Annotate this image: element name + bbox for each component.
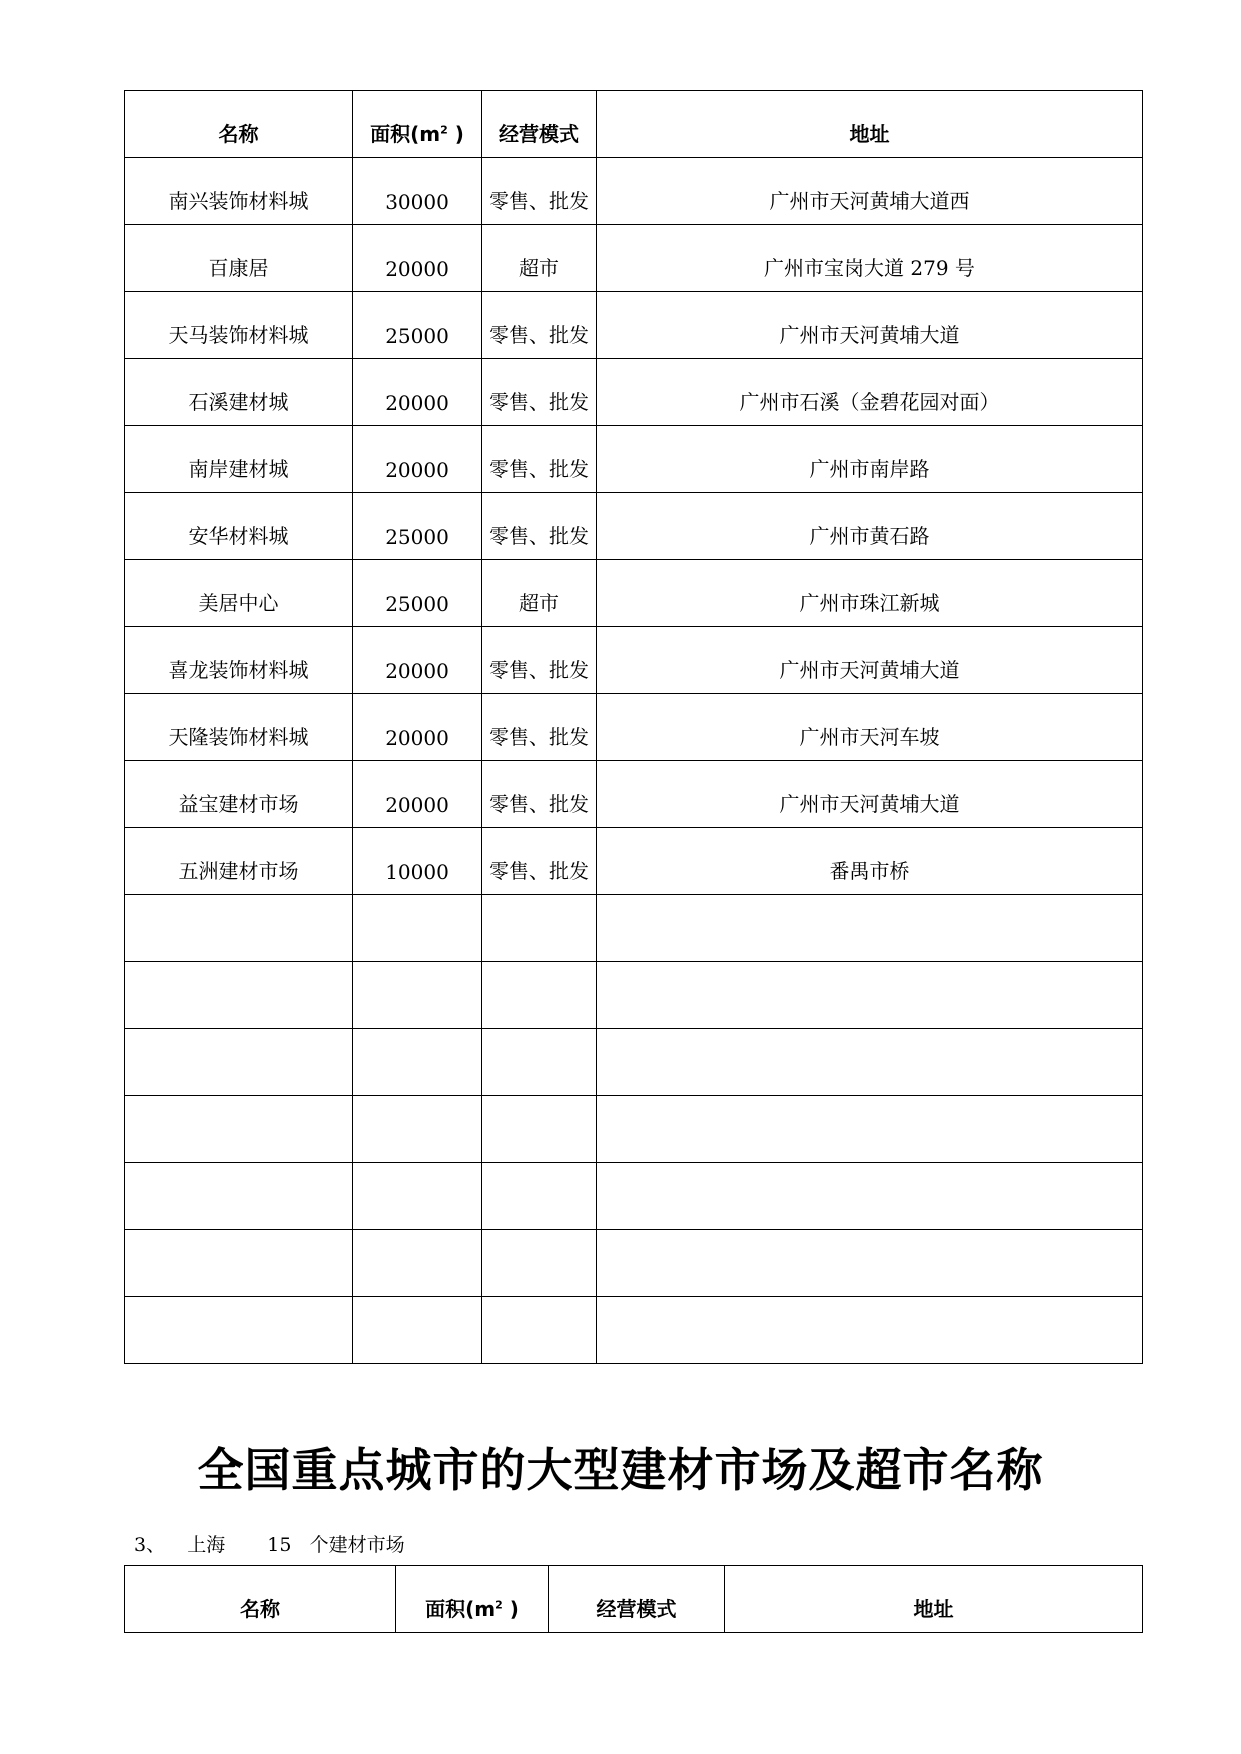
empty-cell <box>482 1096 597 1163</box>
cell-mode: 零售、批发 <box>482 158 597 225</box>
empty-cell <box>482 1029 597 1096</box>
cell-name: 南兴装饰材料城 <box>125 158 353 225</box>
cell-address: 广州市天河车坡 <box>597 694 1143 761</box>
cell-area: 20000 <box>353 694 482 761</box>
cell-address: 广州市南岸路 <box>597 426 1143 493</box>
table-row <box>125 158 1143 225</box>
empty-cell <box>482 1163 597 1230</box>
cell-address: 广州市天河黄埔大道 <box>597 292 1143 359</box>
empty-cell <box>125 1297 353 1364</box>
cell-area: 25000 <box>353 292 482 359</box>
table-row <box>125 426 1143 493</box>
cell-name: 石溪建材城 <box>125 359 353 426</box>
empty-cell <box>353 1230 482 1297</box>
empty-cell <box>353 1029 482 1096</box>
cell-address: 广州市天河黄埔大道西 <box>597 158 1143 225</box>
header-name: 名称 <box>125 91 353 158</box>
cell-address: 广州市黄石路 <box>597 493 1143 560</box>
empty-cell <box>597 1096 1143 1163</box>
empty-cell <box>482 895 597 962</box>
cell-name: 安华材料城 <box>125 493 353 560</box>
table-row <box>125 627 1143 694</box>
empty-cell <box>353 1096 482 1163</box>
section-subtitle <box>134 1530 405 1557</box>
empty-table-row <box>125 1163 1143 1230</box>
empty-table-row <box>125 1230 1143 1297</box>
page-heading: 全国重点城市的大型建材市场及超市名称 <box>197 1443 1044 1497</box>
cell-name: 五洲建材市场 <box>125 828 353 895</box>
subtitle-city: 上海 <box>187 1534 226 1556</box>
empty-cell <box>353 962 482 1029</box>
header-address: 地址 <box>597 91 1143 158</box>
cell-address: 广州市珠江新城 <box>597 560 1143 627</box>
empty-table-row <box>125 895 1143 962</box>
empty-cell <box>125 1029 353 1096</box>
table-row <box>125 225 1143 292</box>
cell-mode: 零售、批发 <box>482 292 597 359</box>
cell-mode: 零售、批发 <box>482 493 597 560</box>
empty-cell <box>597 1297 1143 1364</box>
header-mode: 经营模式 <box>482 91 597 158</box>
table-row <box>125 493 1143 560</box>
guangzhou-market-table <box>124 90 1143 1364</box>
cell-mode: 零售、批发 <box>482 694 597 761</box>
empty-cell <box>125 962 353 1029</box>
cell-mode: 超市 <box>482 225 597 292</box>
cell-area: 10000 <box>353 828 482 895</box>
subtitle-count: 15 <box>267 1534 292 1556</box>
cell-area: 20000 <box>353 426 482 493</box>
table-row <box>125 694 1143 761</box>
header-area: 面积($m^2$ ) <box>396 1566 549 1633</box>
cell-area: 20000 <box>353 225 482 292</box>
cell-name: 美居中心 <box>125 560 353 627</box>
empty-cell <box>597 895 1143 962</box>
empty-table-row <box>125 962 1143 1029</box>
cell-mode: 零售、批发 <box>482 761 597 828</box>
cell-area: 25000 <box>353 493 482 560</box>
table-row <box>125 292 1143 359</box>
empty-cell <box>482 1297 597 1364</box>
empty-cell <box>597 1163 1143 1230</box>
cell-mode: 零售、批发 <box>482 426 597 493</box>
cell-address: 番禺市桥 <box>597 828 1143 895</box>
table-header-row <box>125 91 1143 158</box>
table-row <box>125 828 1143 895</box>
cell-name: 天马装饰材料城 <box>125 292 353 359</box>
table-row <box>125 761 1143 828</box>
empty-cell <box>597 1029 1143 1096</box>
empty-cell <box>125 1163 353 1230</box>
cell-name: 益宝建材市场 <box>125 761 353 828</box>
header-name: 名称 <box>125 1566 396 1633</box>
empty-cell <box>353 1297 482 1364</box>
empty-cell <box>597 962 1143 1029</box>
cell-address: 广州市天河黄埔大道 <box>597 761 1143 828</box>
empty-cell <box>482 962 597 1029</box>
cell-area: 20000 <box>353 627 482 694</box>
table-header-row <box>125 1566 1143 1633</box>
empty-table-row <box>125 1029 1143 1096</box>
cell-area: 30000 <box>353 158 482 225</box>
empty-cell <box>353 895 482 962</box>
table-row <box>125 560 1143 627</box>
empty-cell <box>482 1230 597 1297</box>
empty-cell <box>125 895 353 962</box>
subtitle-suffix: 个建材市场 <box>309 1534 405 1556</box>
shanghai-market-table <box>124 1565 1143 1633</box>
empty-cell <box>125 1230 353 1297</box>
cell-address: 广州市天河黄埔大道 <box>597 627 1143 694</box>
empty-cell <box>353 1163 482 1230</box>
cell-mode: 零售、批发 <box>482 828 597 895</box>
header-mode: 经营模式 <box>549 1566 725 1633</box>
empty-table-row <box>125 1096 1143 1163</box>
cell-name: 天隆装饰材料城 <box>125 694 353 761</box>
empty-table-row <box>125 1297 1143 1364</box>
cell-mode: 超市 <box>482 560 597 627</box>
empty-cell <box>597 1230 1143 1297</box>
cell-name: 喜龙装饰材料城 <box>125 627 353 694</box>
cell-name: 百康居 <box>125 225 353 292</box>
header-area: 面积($m^2$ ) <box>353 91 482 158</box>
empty-cell <box>125 1096 353 1163</box>
cell-area: 20000 <box>353 359 482 426</box>
cell-address: 广州市宝岗大道 279 号 <box>597 225 1143 292</box>
header-address: 地址 <box>725 1566 1143 1633</box>
cell-area: 20000 <box>353 761 482 828</box>
cell-area: 25000 <box>353 560 482 627</box>
subtitle-index: 3、 <box>134 1534 166 1556</box>
cell-address: 广州市石溪（金碧花园对面） <box>597 359 1143 426</box>
cell-name: 南岸建材城 <box>125 426 353 493</box>
cell-mode: 零售、批发 <box>482 627 597 694</box>
table-row <box>125 359 1143 426</box>
cell-mode: 零售、批发 <box>482 359 597 426</box>
